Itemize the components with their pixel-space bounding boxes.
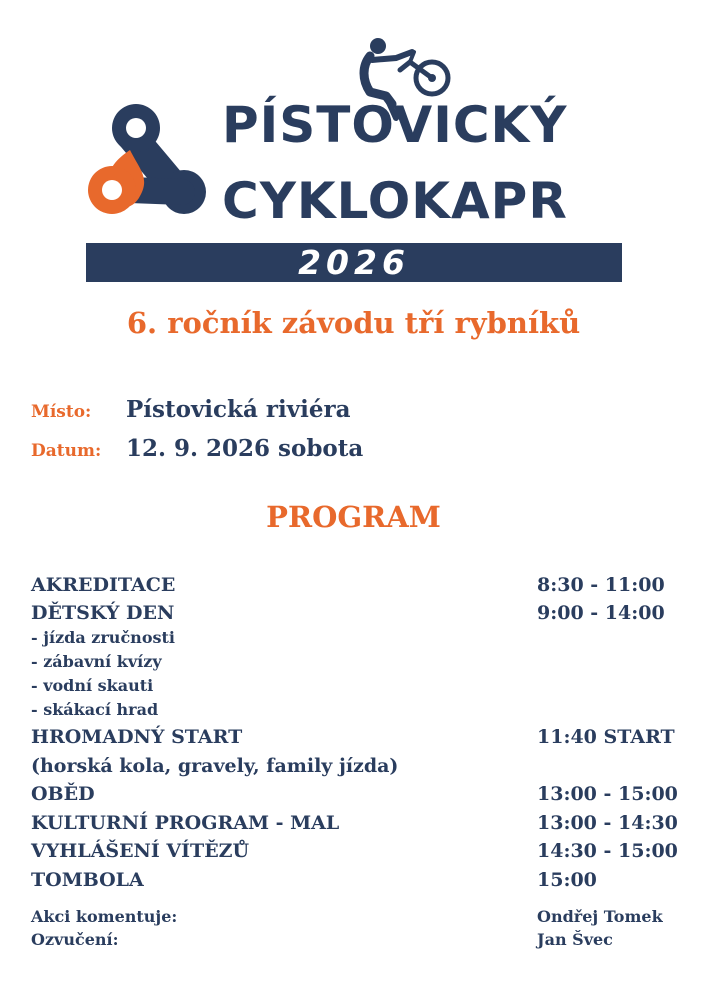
- kids-subitem: - skákací hrad: [31, 700, 159, 719]
- program-item-time: 9:00 - 14:00: [537, 602, 665, 624]
- sound-label: Ozvučení:: [31, 930, 119, 949]
- sound-name: Jan Švec: [537, 930, 613, 949]
- program-item-name: AKREDITACE: [31, 574, 176, 596]
- date-value: 12. 9. 2026 sobota: [126, 435, 364, 462]
- program-item-time: 14:30 - 15:00: [537, 840, 678, 862]
- program-item-name: TOMBOLA: [31, 869, 144, 891]
- program-item-time: 13:00 - 14:30: [537, 812, 678, 834]
- program-item-time: 11:40 START: [537, 726, 675, 748]
- program-item-name: HROMADNÝ START: [31, 726, 243, 748]
- event-year: 2026: [298, 243, 410, 282]
- kids-subitem: - vodní skauti: [31, 676, 154, 695]
- place-label: Místo:: [31, 402, 92, 422]
- program-heading: PROGRAM: [266, 500, 441, 534]
- event-logo: [0, 0, 707, 300]
- event-title-line-2: CYKLOKAPR: [222, 172, 568, 230]
- program-item-name: DĚTSKÝ DEN: [31, 602, 175, 624]
- event-subtitle: 6. ročník závodu tří rybníků: [126, 306, 581, 340]
- place-value: Pístovická riviéra: [126, 396, 351, 423]
- bike-chain-icon: [88, 104, 206, 214]
- year-banner: [86, 243, 622, 282]
- program-item-note: (horská kola, gravely, family jízda): [31, 755, 399, 777]
- kids-subitem: - zábavní kvízy: [31, 652, 162, 671]
- commentator-label: Akci komentuje:: [31, 907, 178, 926]
- program-item-time: 15:00: [537, 869, 597, 891]
- program-item-name: OBĚD: [31, 783, 95, 805]
- program-item-time: 8:30 - 11:00: [537, 574, 665, 596]
- event-title-line-1: PÍSTOVICKÝ: [222, 96, 568, 154]
- program-item-name: VYHLÁŠENÍ VÍTĚZŮ: [31, 840, 250, 862]
- program-item-name: KULTURNÍ PROGRAM - MAL: [31, 812, 340, 834]
- commentator-name: Ondřej Tomek: [537, 907, 663, 926]
- date-label: Datum:: [31, 441, 102, 461]
- kids-subitem: - jízda zručnosti: [31, 628, 175, 647]
- program-item-time: 13:00 - 15:00: [537, 783, 678, 805]
